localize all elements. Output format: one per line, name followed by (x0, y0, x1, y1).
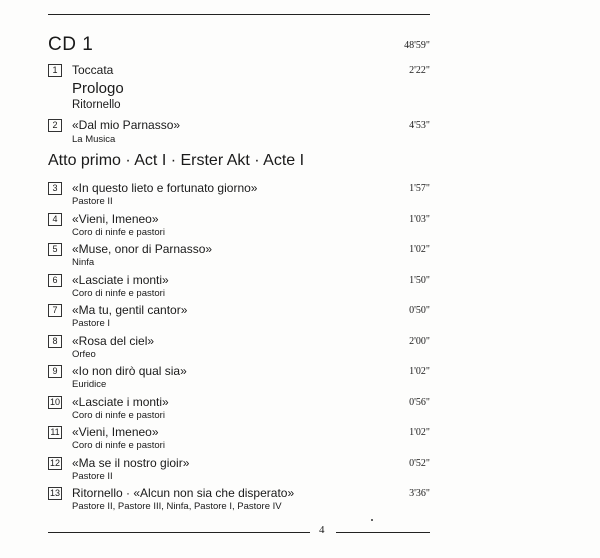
cd-title: CD 1 (48, 34, 94, 55)
track-performer: Euridice (72, 379, 107, 390)
track-time: 3'36" (409, 488, 430, 499)
track-time: 1'02" (409, 427, 430, 438)
track-number: 3 (48, 182, 62, 195)
track-title: «Vieni, Imeneo» (72, 211, 159, 226)
track-number: 13 (49, 488, 60, 498)
track-performer: Pastore II, Pastore III, Ninfa, Pastore I, Pastore IV (72, 501, 282, 512)
track-performer: Coro di ninfe e pastori (72, 440, 165, 451)
track-time: 0'52" (409, 457, 430, 469)
bottom-rule-left (48, 532, 310, 533)
cd-total-time: 48'59" (404, 40, 430, 51)
track-title: «Lasciate i monti» (72, 272, 169, 287)
track-title: «Ma se il nostro gioir» (72, 455, 190, 470)
top-rule (48, 14, 430, 15)
track-number: 11 (48, 426, 62, 439)
track-time: 1'03" (409, 213, 430, 225)
track-title: Ritornello · «Alcun non sia che disperato» (72, 486, 295, 500)
track-performer: Orfeo (72, 348, 96, 360)
track-time: 1'57" (409, 183, 430, 194)
track-time: 2'00" (409, 335, 430, 347)
speck (371, 519, 373, 521)
track-time: 2'22" (409, 65, 430, 76)
act-heading: Atto primo · Act I · Erster Akt · Acte I (48, 152, 305, 169)
track-number: 1 (48, 64, 62, 77)
track-time: 4'53" (409, 120, 430, 131)
section-heading-prologo: Prologo (72, 80, 124, 97)
track-number: 12 (49, 457, 60, 468)
track-number: 7 (48, 304, 62, 317)
section-subheading-ritornello: Ritornello (72, 99, 121, 111)
track-title: «Lasciate i monti» (72, 394, 169, 409)
track-time: 1'02" (409, 366, 430, 377)
track-title: «Muse, onor di Parnasso» (72, 242, 213, 256)
track-title: «Vieni, Imeneo» (72, 425, 159, 439)
track-number: 10 (49, 396, 60, 407)
track-performer: La Musica (72, 134, 116, 145)
track-performer: Ninfa (72, 257, 95, 268)
track-title: Toccata (72, 63, 114, 77)
page-number: 4 (319, 524, 325, 536)
track-title: «In questo lieto e fortunato giorno» (72, 181, 258, 195)
track-performer: Pastore I (72, 318, 111, 329)
track-number: 4 (48, 213, 62, 226)
bottom-rule-right (336, 532, 430, 533)
track-time: 0'50" (409, 305, 430, 316)
track-time: 1'02" (409, 244, 430, 255)
track-performer: Coro di ninfe e pastori (72, 409, 165, 421)
track-title: «Rosa del ciel» (72, 333, 155, 348)
track-number: 2 (48, 119, 62, 132)
track-number: 6 (48, 274, 62, 287)
track-time: 1'50" (409, 274, 430, 286)
track-performer: Coro di ninfe e pastori (72, 287, 165, 299)
track-title: «Dal mio Parnasso» (72, 118, 181, 132)
track-number: 5 (48, 243, 62, 256)
track-time: 0'56" (409, 396, 430, 408)
cd-header (48, 34, 430, 56)
track-performer: Coro di ninfe e pastori (72, 226, 165, 238)
track-performer: Pastore II (72, 470, 113, 482)
track-number: 9 (48, 365, 62, 378)
track-title: «Ma tu, gentil cantor» (72, 303, 188, 317)
track-title: «Io non dirò qual sia» (72, 364, 187, 378)
track-number: 8 (48, 335, 62, 348)
track-performer: Pastore II (72, 196, 113, 207)
